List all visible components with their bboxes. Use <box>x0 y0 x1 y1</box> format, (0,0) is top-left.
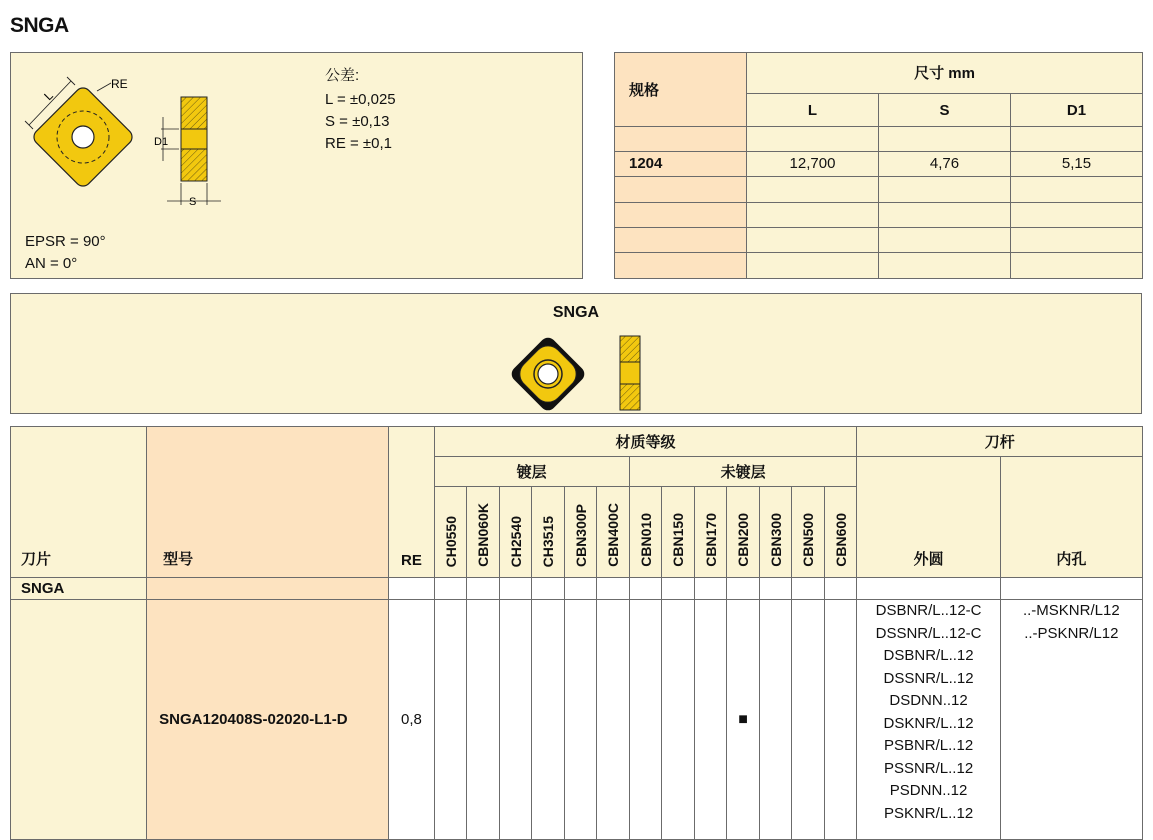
page-title: SNGA <box>10 14 69 37</box>
holder-external: DSBNR/L..12-C <box>875 602 982 619</box>
grade-ch3515: CH3515 <box>540 515 557 567</box>
dimension-table <box>614 52 1143 279</box>
designation-cell: SNGA120408S-02020-L1-D <box>147 600 389 840</box>
holder-external: DSKNR/L..12 <box>883 714 974 732</box>
d1-label: D1 <box>154 136 169 148</box>
grade-cbn060k: CBN060K <box>475 503 492 567</box>
unit-header: 尺寸 mm <box>747 53 1143 94</box>
size-cell: 1204 <box>615 151 747 176</box>
holder-external: DSSNR/L..12 <box>883 669 974 687</box>
holder-external: DSBNR/L..12 <box>883 647 974 664</box>
holder-external: PSSNR/L..12 <box>883 759 974 777</box>
grade-cbn200: CBN200 <box>735 513 752 567</box>
l-cell: 12,700 <box>747 151 879 176</box>
uncoated-header: 未镀层 <box>629 457 857 487</box>
an-value: AN = 0° <box>25 255 78 272</box>
insert-preview-drawing <box>506 328 666 418</box>
epsr-value: EPSR = 90° <box>25 233 106 250</box>
grade-cbn300p: CBN300P <box>572 503 589 567</box>
s-cell: 4,76 <box>879 151 1011 176</box>
grade-cbn500: CBN500 <box>800 513 817 567</box>
holder-external: PSDNN..12 <box>889 782 968 799</box>
s-label: S <box>189 196 197 208</box>
insert-header: 刀片 <box>11 427 147 578</box>
grade-group-header: 材质等级 <box>434 427 857 457</box>
grade-ch0550: CH0550 <box>442 515 459 567</box>
tolerance-title: 公差: <box>325 67 360 84</box>
size-header: 规格 <box>615 53 747 127</box>
holder-external: DSSNR/L..12-C <box>875 624 982 642</box>
table-row <box>11 600 1143 840</box>
external-header: 外圆 <box>857 457 1000 578</box>
preview-title: SNGA <box>552 304 600 321</box>
grade-cbn010: CBN010 <box>637 513 654 567</box>
holder-external: DSDNN..12 <box>889 692 968 709</box>
grade-available-mark: ■ <box>727 600 760 840</box>
holder-internal: ..-MSKNR/L12 <box>1022 602 1120 619</box>
insert-grade-table <box>10 426 1143 840</box>
d1-cell: 5,15 <box>1011 151 1143 176</box>
insert-spec-panel <box>10 52 583 279</box>
col-s-header: S <box>879 93 1011 126</box>
insert-drawing <box>11 53 251 223</box>
l-label: L <box>41 88 56 104</box>
tolerance-s: S = ±0,13 <box>325 113 390 130</box>
table-row <box>615 151 1143 176</box>
col-l-header: L <box>747 93 879 126</box>
grade-cbn170: CBN170 <box>702 513 719 567</box>
insert-top-view <box>31 85 136 190</box>
holder-internal: ..-PSKNR/L12 <box>1024 624 1119 642</box>
holder-external: PSBNR/L..12 <box>883 737 974 754</box>
coated-header: 镀层 <box>434 457 629 487</box>
designation-header: 型号 <box>147 427 389 578</box>
grade-cbn300: CBN300 <box>767 513 784 567</box>
insert-preview-panel <box>10 293 1142 414</box>
tolerance-l: L = ±0,025 <box>325 91 396 108</box>
grade-cbn400c: CBN400C <box>605 503 622 567</box>
holder-external: PSKNR/L..12 <box>883 804 974 822</box>
external-holders-cell <box>857 600 1000 840</box>
family-row <box>11 578 1143 600</box>
holder-group-header: 刀杆 <box>857 427 1143 457</box>
grade-cbn600: CBN600 <box>832 513 849 567</box>
internal-holders-cell <box>1000 600 1142 840</box>
col-d1-header: D1 <box>1011 93 1143 126</box>
grade-ch2540: CH2540 <box>507 515 524 567</box>
re-cell: 0,8 <box>389 600 434 840</box>
grade-cbn150: CBN150 <box>670 513 687 567</box>
insert-side-view <box>154 97 221 208</box>
internal-header: 内孔 <box>1000 457 1142 578</box>
re-header: RE <box>389 427 434 578</box>
re-label: RE <box>111 77 128 91</box>
tolerance-re: RE = ±0,1 <box>325 135 393 152</box>
family-label: SNGA <box>11 578 147 600</box>
